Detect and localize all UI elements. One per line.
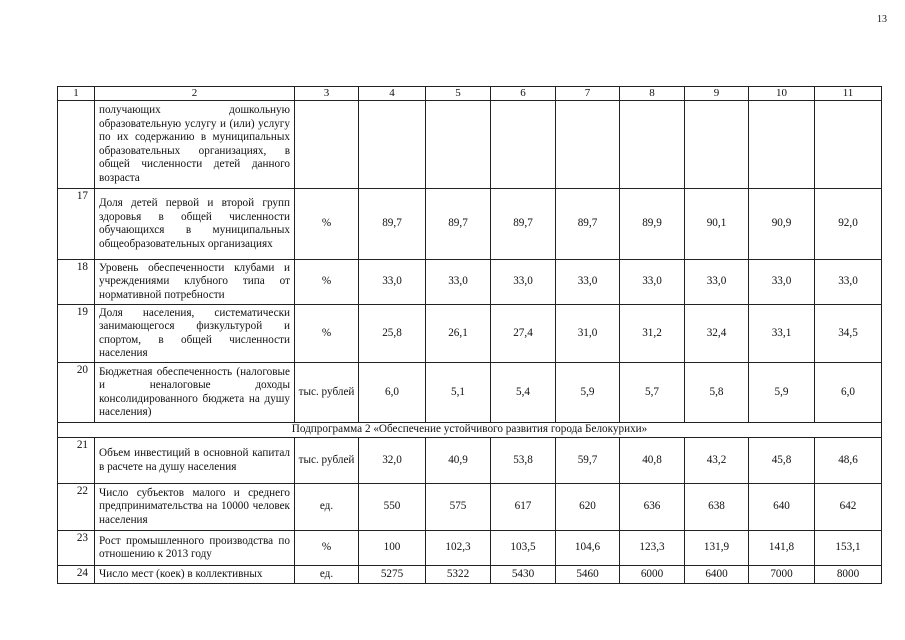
table-row [58, 189, 882, 260]
value-cell: 43,2 [685, 438, 749, 484]
value-cell: 33,0 [749, 260, 815, 305]
value-cell: 45,8 [749, 438, 815, 484]
row-number: 20 [58, 363, 95, 423]
value-cell: 27,4 [491, 305, 556, 363]
value-cell: 5,1 [426, 363, 491, 423]
value-cell: 5,7 [620, 363, 685, 423]
value-cell: 141,8 [749, 531, 815, 566]
value-cell: 31,2 [620, 305, 685, 363]
value-cell: 33,1 [749, 305, 815, 363]
unit-cell [295, 101, 359, 189]
column-header: 5 [426, 87, 491, 101]
value-cell [426, 101, 491, 189]
value-cell: 90,9 [749, 189, 815, 260]
table-row [58, 484, 882, 531]
value-cell: 89,7 [359, 189, 426, 260]
row-number: 17 [58, 189, 95, 260]
column-header: 11 [815, 87, 882, 101]
value-cell: 32,4 [685, 305, 749, 363]
value-cell: 642 [815, 484, 882, 531]
value-cell: 33,0 [815, 260, 882, 305]
table-header-row [58, 87, 882, 101]
value-cell: 131,9 [685, 531, 749, 566]
value-cell [749, 101, 815, 189]
unit-cell: тыс. рублей [295, 438, 359, 484]
indicator-name: Доля детей первой и второй групп здоровья в общей численности обучающихся в муниципальных общеобразовательных организациях [95, 189, 295, 260]
row-number: 21 [58, 438, 95, 484]
value-cell: 90,1 [685, 189, 749, 260]
indicator-name: Доля населения, систематически занимающегося физкультурой и спортом, в общей численности населения [95, 305, 295, 363]
indicator-name: Рост промышленного производства по отношению к 2013 году [95, 531, 295, 566]
value-cell: 33,0 [426, 260, 491, 305]
indicator-name: Объем инвестиций в основной капитал в расчете на душу населения [95, 438, 295, 484]
value-cell: 102,3 [426, 531, 491, 566]
value-cell [815, 101, 882, 189]
value-cell [620, 101, 685, 189]
value-cell: 33,0 [620, 260, 685, 305]
value-cell [685, 101, 749, 189]
value-cell: 5322 [426, 566, 491, 584]
value-cell: 33,0 [359, 260, 426, 305]
indicator-name: Уровень обеспеченности клубами и учреждениями клубного типа от нормативной потребности [95, 260, 295, 305]
row-number: 23 [58, 531, 95, 566]
value-cell: 620 [556, 484, 620, 531]
value-cell: 123,3 [620, 531, 685, 566]
value-cell: 34,5 [815, 305, 882, 363]
value-cell: 26,1 [426, 305, 491, 363]
value-cell: 5430 [491, 566, 556, 584]
table-row [58, 438, 882, 484]
value-cell: 5,4 [491, 363, 556, 423]
indicators-table [57, 86, 882, 584]
column-header: 2 [95, 87, 295, 101]
unit-cell: тыс. рублей [295, 363, 359, 423]
value-cell: 6000 [620, 566, 685, 584]
value-cell: 7000 [749, 566, 815, 584]
table-row [58, 305, 882, 363]
value-cell: 25,8 [359, 305, 426, 363]
value-cell: 92,0 [815, 189, 882, 260]
value-cell: 550 [359, 484, 426, 531]
indicator-name: Число субъектов малого и среднего предпринимательства на 10000 человек населения [95, 484, 295, 531]
row-number [58, 101, 95, 189]
column-header: 8 [620, 87, 685, 101]
value-cell [491, 101, 556, 189]
column-header: 3 [295, 87, 359, 101]
value-cell: 89,7 [491, 189, 556, 260]
value-cell: 5,9 [556, 363, 620, 423]
value-cell: 5,8 [685, 363, 749, 423]
column-header: 1 [58, 87, 95, 101]
value-cell: 5,9 [749, 363, 815, 423]
value-cell [359, 101, 426, 189]
value-cell: 153,1 [815, 531, 882, 566]
value-cell [556, 101, 620, 189]
unit-cell: % [295, 260, 359, 305]
unit-cell: % [295, 305, 359, 363]
row-number: 18 [58, 260, 95, 305]
value-cell: 89,9 [620, 189, 685, 260]
value-cell: 53,8 [491, 438, 556, 484]
value-cell: 5460 [556, 566, 620, 584]
value-cell: 636 [620, 484, 685, 531]
indicator-name: получающих дошкольную образовательную услугу и (или) услугу по их содержанию в муниципальных образовательных организациях, в общей численности детей данного возраста [95, 101, 295, 189]
value-cell: 59,7 [556, 438, 620, 484]
column-header: 9 [685, 87, 749, 101]
unit-cell: % [295, 189, 359, 260]
table-row [58, 531, 882, 566]
row-number: 19 [58, 305, 95, 363]
value-cell: 5275 [359, 566, 426, 584]
column-header: 4 [359, 87, 426, 101]
value-cell: 640 [749, 484, 815, 531]
table-row [58, 260, 882, 305]
page-number: 13 [877, 14, 887, 25]
value-cell: 100 [359, 531, 426, 566]
value-cell: 33,0 [556, 260, 620, 305]
value-cell: 48,6 [815, 438, 882, 484]
column-header: 10 [749, 87, 815, 101]
value-cell: 6400 [685, 566, 749, 584]
row-number: 22 [58, 484, 95, 531]
table-row [58, 101, 882, 189]
value-cell: 6,0 [815, 363, 882, 423]
column-header: 6 [491, 87, 556, 101]
unit-cell: ед. [295, 484, 359, 531]
unit-cell: % [295, 531, 359, 566]
subprogram-title: Подпрограмма 2 «Обеспечение устойчивого развития города Белокурихи» [58, 423, 882, 438]
value-cell: 6,0 [359, 363, 426, 423]
value-cell: 40,9 [426, 438, 491, 484]
value-cell: 40,8 [620, 438, 685, 484]
value-cell: 32,0 [359, 438, 426, 484]
value-cell: 575 [426, 484, 491, 531]
value-cell: 617 [491, 484, 556, 531]
value-cell: 89,7 [426, 189, 491, 260]
value-cell: 89,7 [556, 189, 620, 260]
value-cell: 31,0 [556, 305, 620, 363]
unit-cell: ед. [295, 566, 359, 584]
value-cell: 33,0 [491, 260, 556, 305]
indicator-name: Число мест (коек) в коллективных [95, 566, 295, 584]
value-cell: 33,0 [685, 260, 749, 305]
value-cell: 103,5 [491, 531, 556, 566]
value-cell: 638 [685, 484, 749, 531]
table-row [58, 363, 882, 423]
subprogram-row [58, 423, 882, 438]
value-cell: 104,6 [556, 531, 620, 566]
column-header: 7 [556, 87, 620, 101]
indicator-name: Бюджетная обеспеченность (налоговые и неналоговые доходы консолидированного бюджета на душу населения) [95, 363, 295, 423]
value-cell: 8000 [815, 566, 882, 584]
row-number: 24 [58, 566, 95, 584]
table-row [58, 566, 882, 584]
